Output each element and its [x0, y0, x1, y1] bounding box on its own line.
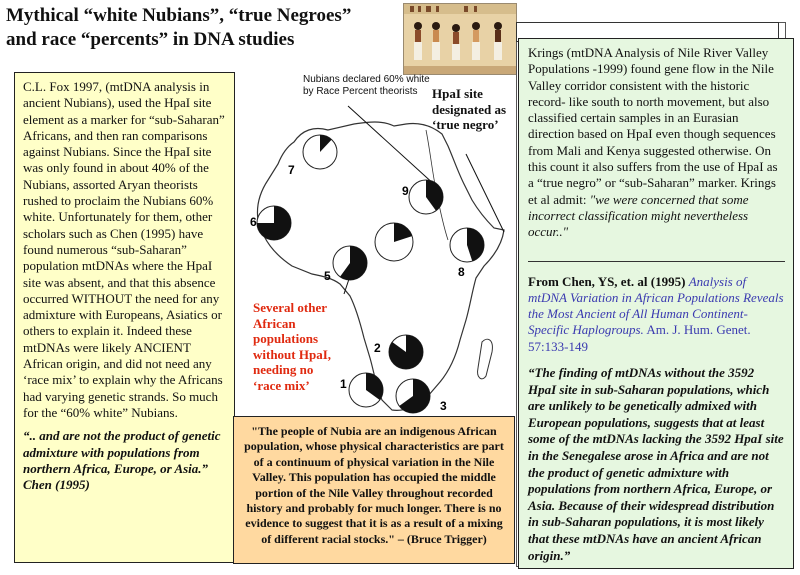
trigger-quote: "The people of Nubia are an indigenous African population, whose physical characteristics are part of a continuum of physical variation in the Nile Valley. This population has occupied the middle portion of the Nile Valley throughout recorded history and probably for much longer. There is no evidence to suggest that it is as a result of a mixing of different racial stocks." – (Bruce Trigger): [244, 424, 504, 546]
several-populations-callout: Several other African populations without HpaI, needing no ‘race mix’: [253, 300, 332, 393]
pie-4: [375, 223, 413, 261]
trigger-quote-box: [233, 416, 515, 564]
divider: [528, 261, 785, 262]
fox-study-text: C.L. Fox 1997, (mtDNA analysis in ancient Nubians), used the HpaI site element as a marker for “sub-Saharan” Africans, and then ran comparisons against Nubians. Since the HpaI site was only found in about 40% of the Nubians, assorted Aryan theorists rushed to proclaim the Nubians 60% white. Unfortunately for them, other scholars such as Chen (1995) have found numerous “sub-Saharan” population mtDNAs where the HpaI site was absent, and that this absence occurred WITHOUT the need for any admixture with Europeans, Asiatics or others to explain it. Indeed these mtDNAs were likely ANCIENT African origin, and did not need any ‘race mix’ to explain why the Africans had varying genetic strands. So much for the “60% white” Nubians.: [23, 79, 225, 420]
hpai-callout: HpaI site designated as ‘true negro’: [432, 86, 507, 132]
krings-quote: "we were concerned that some incorrect classification might nevertheless occur..": [528, 191, 749, 240]
pie-6-label: 6: [250, 215, 257, 229]
pie-9-label: 9: [402, 184, 409, 198]
pie-1-label: 1: [340, 377, 347, 391]
chen-ref-journal: Am. J. Hum. Genet. 57:133-149: [528, 322, 751, 354]
pie-2-label: 2: [374, 341, 381, 355]
pie-6: [250, 206, 291, 240]
pie-3: [396, 379, 447, 413]
page-title: [6, 4, 396, 52]
madagascar-outline: [478, 339, 493, 379]
nubians-callout: Nubians declared 60% white by Race Percent theorists: [303, 74, 430, 97]
chen-reference: [528, 274, 785, 355]
krings-text: Krings (mtDNA Analysis of Nile River Valley Populations -1999) found gene flow in the Nile Valley corridor consistent with the historic record- like south to north movement, but also classified certain samples in an Eurasian direction based on HpaI even though sequences from Mali and Kenya suggested otherwise. On this count it also suffers from the use of HpaI as a “true negro” or “sub-Saharan” marker. Krings et al admit:: [528, 45, 778, 207]
chen-long-quote: “The finding of mtDNAs without the 3592 HpaI site in sub-Saharan populations, which are unlikely to be genetically admixed with European populations, suggests that at least some of the mtDNAs lacking the 3592 HpaI site in the Senegalese arose in Africa and are not the product of genetic admixture with populations from northern Africa, Europe, or Asia. Because of their widespread distribution in sub-Saharan populations, it is most likely that these mtDNAs have an ancient African origin.”: [528, 365, 784, 563]
chen-ref-title: Analysis of mtDNA Variation in African Populations Reveals the Most Ancient of All Human Continent-Specific Haplogroups.: [528, 273, 784, 338]
krings-chen-note: [518, 38, 794, 569]
pie-1: [340, 373, 383, 407]
title-line-1: Mythical “white Nubians”, “true Negroes”: [6, 5, 352, 26]
chen-ref-prefix: From Chen, YS, et. al (1995): [528, 273, 689, 289]
fox-study-note: [14, 72, 235, 563]
chen-short-quote: “.. and are not the product of genetic admixture with populations from northern Africa, Europe, or Asia.” Chen (1995): [23, 428, 221, 493]
pie-3-label: 3: [440, 399, 447, 413]
pie-8-label: 8: [458, 265, 465, 279]
title-line-2: and race “percents” in DNA studies: [6, 29, 295, 50]
pie-5-label: 5: [324, 269, 331, 283]
pie-7-label: 7: [288, 163, 295, 177]
krings-paragraph: [528, 45, 785, 241]
